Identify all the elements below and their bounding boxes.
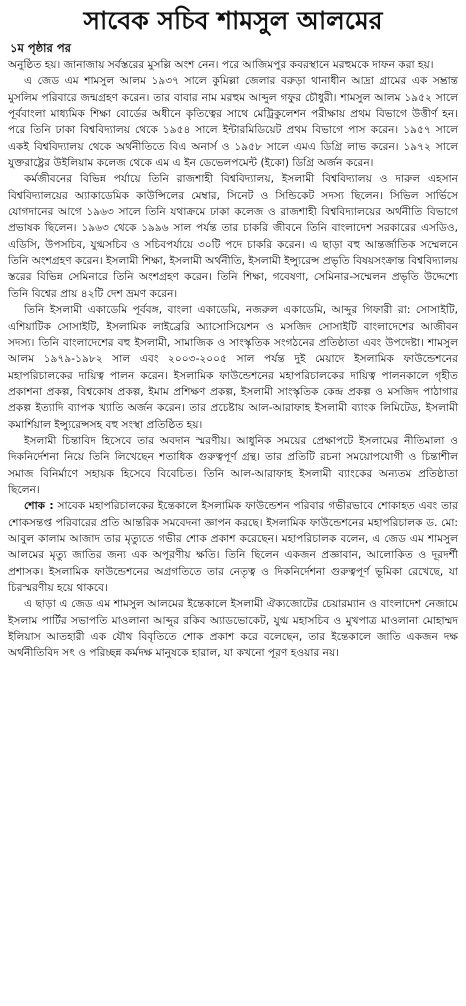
- condolence-label: শোক :: [24, 500, 54, 513]
- headline: সাবেক সচিব শামসুল আলমের: [83, 6, 383, 35]
- article-body: [8, 57, 458, 662]
- condolence-paragraph: [8, 498, 458, 596]
- paragraph: এ জেড এম শামসুল আলম ১৯৩৭ সালে কুমিল্লা জেলার বরুড়া থানাধীন আদ্রা গ্রামের এক সম্ভ্রান্ত মুসলিম পরিবারে জন্মগ্রহণ করেন। তার বাবার নাম মরহুম আব্দুল গফুর চৌধুরী। শামসুল আলম ১৯৫২ সালে পূর্ববাংলা মাধ্যমিক শিক্ষা বোর্ডের অধীনে কৃতিত্বের সাথে মেট্রিকুলেশন পরীক্ষায় প্রথম বিভাগে উত্তীর্ণ হন। পরে তিনি ঢাকা বিশ্ববিদ্যালয় থেকে ১৯৫৪ সালে ইন্টারমিডিয়েট প্রথম বিভাগে পাস করেন। ১৯৫৭ সালে একই বিশ্ববিদ্যালয় থেকে অর্থনীতিতে বিএ অনার্স ও ১৯৫৮ সালে এমএ ডিগ্রি লাভ করেন। ১৯৭২ সালে যুক্তরাষ্ট্রের উইলিয়াম কলেজ থেকে এম এ ইন ডেভেলপমেন্ট (ইকো) ডিগ্রি অর্জন করেন।: [8, 75, 458, 170]
- paragraph: ইসলামী চিন্তাবিদ হিসেবে তার অবদান স্মরণীয়। আধুনিক সময়ের প্রেক্ষাপটে ইসলামের নীতিমালা ও দিকনির্দেশনা নিয়ে তিনি লিখেছেন শতাধিক গুরুত্বপূর্ণ গ্রন্থ। তার প্রতিটি রচনা সময়োপযোগী ও চিন্তাশীল সমাজ বিনির্মাণে সহায়ক হিসেবে বিবেচিত। তিনি আল-আরাফাহ ইসলামী ব্যাংকের অন্যতম প্রতিষ্ঠাতা ছিলেন।: [8, 434, 458, 496]
- paragraph: কর্মজীবনের বিভিন্ন পর্যায়ে তিনি রাজশাহী বিশ্ববিদ্যালয়, ইসলামী বিশ্ববিদ্যালয় ও দারুল এহসান বিশ্ববিদ্যালয়ের অ্যাকাডেমিক কাউন্সিলের মেম্বার, সিনেট ও সিন্ডিকেট সদস্য ছিলেন। সিভিল সার্ভিসে যোগদানের আগে ১৯৬৩ সালে তিনি যথাক্রমে ঢাকা কলেজ ও রাজশাহী বিশ্ববিদ্যালয়ের অর্থনীতি বিভাগে প্রভাষক ছিলেন। ১৯৬৩ থেকে ১৯৯৬ সাল পর্যন্ত তার চাকরি জীবনে তিনি বাংলাদেশ সরকারের এসডিও, এডিসি, উপসচিব, যুগ্মসচিব ও সচিবপর্যায়ে ৩০টি পদে চাকরি করেন। এ ছাড়া বহু আন্তর্জাতিক সম্মেলনে তিনি অংশগ্রহণ করেন। ইসলামী শিক্ষা, ইসলামী অর্থনীতি, ইসলামী ইন্স্যুরেন্স প্রভৃতি বিষয়সংক্রান্ত বিশ্ববিদ্যালয় স্তরের বিভিন্ন সেমিনারে তিনি অংশগ্রহণ করেন। তিনি শিক্ষা, গবেষণা, সেমিনার-সম্মেলন প্রভৃতি উদ্দেশ্যে তিনি বিশ্বের প্রায় ৪২টি দেশ ভ্রমণ করেন।: [8, 173, 458, 300]
- closing-paragraph: এ ছাড়া এ জেড এম শামসুল আলমের ইন্তেকালে ইসলামী ঐক্যজোটের চেয়ারম্যান ও বাংলাদেশ নেজামে ইসলাম পার্টির সভাপতি মাওলানা আব্দুর রকিব অ্যাডভোকেট, যুগ্ম মহাসচিব ও মুখপাত্র মাওলানা মোহাম্মদ ইলিয়াস আতহারী এক যৌথ বিবৃতিতে শোক প্রকাশ করে বলেছেন, তার ইন্তেকালে জাতি একজন দক্ষ অর্থনীতিবিদ সৎ ও পরিচ্ছন্ন কর্মদক্ষ মানুষকে হারাল, যা কখনো পূরণ হওয়ার নয়।: [8, 598, 458, 660]
- condolence-text: সাবেক মহাপরিচালকের ইন্তেকালে ইসলামিক ফাউন্ডেশন পরিবার গভীরভাবে শোকাহত এবং তার শোকসন্তপ্ত পরিবারের প্রতি আন্তরিক সমবেদনা জ্ঞাপন করছে। ইসলামিক ফাউন্ডেশনের মহাপরিচালক ড. মো: আবুল কালাম আজাদ তার মৃত্যুতে গভীর শোক প্রকাশ করেছেন। মহাপরিচালক বলেন, এ জেড এম শামসুল আলমের মৃত্যু জাতির জন্য এক অপূরণীয় ক্ষতি। তিনি ছিলেন একজন প্রজ্ঞাবান, আলোকিত ও দূরদর্শী প্রশাসক। ইসলামিক ফাউন্ডেশনের অগ্রগতিতে তার নেতৃত্ব ও দিকনির্দেশনা গুরুত্বপূর্ণ ভূমিকা রেখেছে, যা চিরস্মরণীয় হয়ে থাকবে।: [8, 500, 458, 594]
- paragraph: তিনি ইসলামী একাডেমি পূর্ববঙ্গ, বাংলা একাডেমি, নজরুল একাডেমি, আব্দুর গিফারী রা: সোসাইটি, এশিয়াটিক সোসাইটি, ইসলামিক লাইব্রেরি অ্যাসোসিয়েশন ও মসজিদ সোসাইটি বাংলাদেশের আজীবন সদস্য। তিনি বাংলাদেশের বহু ইসলামী, সামাজিক ও সাংস্কৃতিক সংগঠনের প্রতিষ্ঠাতা এবং উপদেষ্টা। শামসুল আলম ১৯৭৯-১৯৮২ সাল এবং ২০০৩-২০০৫ সাল পর্যন্ত দুই মেয়াদে ইসলামিক ফাউন্ডেশনের মহাপরিচালকের দায়িত্ব পালন করেন। ইসলামিক ফাউন্ডেশনের মহাপরিচালকের দায়িত্ব পালনকালে গৃহীত প্রকাশনা প্রকল্প, বিশ্বকোষ প্রকল্প, ইমাম প্রশিক্ষণ প্রকল্প, ইসলামী সাংস্কৃতিক কেন্দ্র প্রকল্প ও মসজিদ পাঠাগার প্রকল্প ইত্যাদি ব্যাপক খ্যাতি অর্জন করেন। তার প্রচেষ্টায় আল-আরাফাহ ইসলামী ব্যাংক লিমিটেড, ইসলামী কমার্শিয়াল ইন্স্যুরেন্সসহ বহু সংস্থা প্রতিষ্ঠিত হয়।: [8, 304, 458, 431]
- paragraph: অনুষ্ঠিত হয়। জানাজায় সর্বস্তরের মুসল্লি অংশ নেন। পরে আজিমপুর কবরস্থানে মরহুমকে দাফন করা হয়।: [8, 59, 434, 71]
- jump-label: ১ম পৃষ্ঠার পর: [10, 41, 71, 55]
